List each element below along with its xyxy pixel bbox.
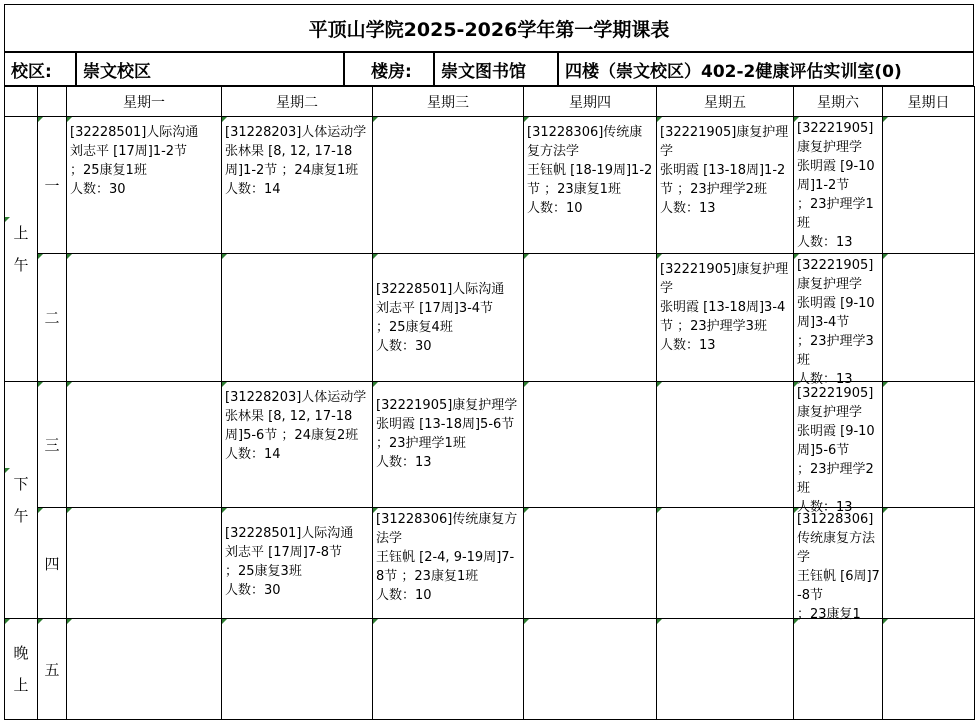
course-text — [657, 508, 793, 514]
course-cell-p3-mon[interactable] — [67, 382, 222, 508]
course-text — [883, 619, 974, 625]
course-cell-p1-sun[interactable] — [883, 117, 975, 254]
course-text — [67, 382, 221, 388]
course-cell-p5-fri[interactable] — [657, 619, 794, 720]
course-text: [32221905] 康复护理学 张明霞 [9-10周]1-2节 ；23护理学1班 人数：13 — [797, 121, 875, 250]
course-cell-p1-fri[interactable] — [657, 117, 794, 254]
course-cell-p5-wed[interactable] — [373, 619, 524, 720]
course-text — [657, 382, 793, 388]
course-text — [657, 619, 793, 625]
course-text — [222, 619, 372, 625]
period-row-3 — [5, 382, 975, 508]
period-row-2 — [5, 254, 975, 382]
course-cell-p5-sat[interactable] — [794, 619, 883, 720]
course-text — [524, 382, 656, 388]
course-cell-p4-mon[interactable] — [67, 508, 222, 619]
course-cell-p2-thu[interactable] — [524, 254, 657, 382]
course-text: [32221905]康复护理学 张明霞 [13-18周]1-2节 ；23护理学2班 人数：13 — [660, 125, 789, 216]
page-title: 平顶山学院2025-2026学年第一学期课表 — [4, 4, 974, 52]
course-cell-p1-wed[interactable] — [373, 117, 524, 254]
campus-label: 校区: — [4, 52, 76, 86]
course-cell-p1-tue[interactable] — [222, 117, 373, 254]
course-text — [883, 382, 974, 388]
course-text: [32228501]人际沟通 刘志平 [17周]3-4节 ；25康复4班 人数：30 — [376, 282, 505, 354]
period-label-4: 四 — [38, 508, 67, 619]
day-header-fri: 星期五 — [657, 87, 794, 117]
schedule-table — [4, 86, 975, 720]
course-text: [32228501]人际沟通 刘志平 [17周]7-8节 ；25康复3班 人数：30 — [225, 526, 354, 598]
course-cell-p3-sun[interactable] — [883, 382, 975, 508]
course-cell-p3-tue[interactable] — [222, 382, 373, 508]
course-cell-p4-wed[interactable] — [373, 508, 524, 619]
period-label-2: 二 — [38, 254, 67, 382]
day-header-row — [5, 87, 975, 117]
course-text: [31228203]人体运动学 张林果 [8, 12, 17-18周]5-6节 ；24康复2班 人数：14 — [225, 390, 367, 462]
course-cell-p4-sat[interactable] — [794, 508, 883, 622]
period-label-5: 五 — [38, 619, 67, 720]
course-text: [32221905]康复护理学 张明霞 [13-18周]3-4节 ；23护理学3班 人数：13 — [660, 262, 789, 353]
day-header-tue: 星期二 — [222, 87, 373, 117]
course-cell-p3-sat[interactable] — [794, 382, 883, 515]
session-evening: 晚 上 — [5, 619, 38, 720]
course-text — [67, 508, 221, 514]
course-cell-p1-mon[interactable] — [67, 117, 222, 254]
building-value: 崇文图书馆 — [434, 52, 558, 86]
day-header-thu: 星期四 — [524, 87, 657, 117]
course-cell-p2-wed[interactable] — [373, 254, 524, 382]
course-text: [31228306] 传统康复方法学 王钰帆 [6周]7-8节 ；23康复1 — [797, 512, 880, 622]
course-text — [524, 254, 656, 260]
day-header-mon: 星期一 — [67, 87, 222, 117]
course-cell-p3-fri[interactable] — [657, 382, 794, 508]
course-cell-p1-thu[interactable] — [524, 117, 657, 254]
course-cell-p5-sun[interactable] — [883, 619, 975, 720]
corner-cell — [38, 87, 67, 117]
course-text — [883, 508, 974, 514]
course-text — [524, 619, 656, 625]
course-cell-p3-wed[interactable] — [373, 382, 524, 508]
corner-cell — [5, 87, 38, 117]
course-text: [31228306]传统康复方法学 王钰帆 [18-19周]1-2节 ；23康复1班 人数：10 — [527, 125, 653, 216]
period-row-1 — [5, 117, 975, 254]
period-row-5 — [5, 619, 975, 720]
course-text: [32221905]康复护理学 张明霞 [13-18周]5-6节 ；23护理学1班 人数：13 — [376, 398, 518, 470]
session-morning: 上 午 — [5, 117, 38, 382]
session-afternoon: 下 午 — [5, 382, 38, 619]
course-text — [524, 508, 656, 514]
day-header-wed: 星期三 — [373, 87, 524, 117]
day-header-sun: 星期日 — [883, 87, 975, 117]
course-cell-p4-thu[interactable] — [524, 508, 657, 619]
course-text: [31228203]人体运动学 张林果 [8, 12, 17-18周]1-2节 ；24康复1班 人数：14 — [225, 125, 367, 197]
room-name: 四楼（崇文校区）402-2健康评估实训室(0) — [558, 52, 974, 86]
course-text — [373, 619, 523, 625]
course-cell-p2-fri[interactable] — [657, 254, 794, 382]
course-text — [67, 619, 221, 625]
course-cell-p5-thu[interactable] — [524, 619, 657, 720]
course-cell-p2-sun[interactable] — [883, 254, 975, 382]
course-cell-p2-sat[interactable] — [794, 254, 883, 387]
course-text: [32228501]人际沟通 刘志平 [17周]1-2节 ；25康复1班 人数：30 — [70, 125, 199, 197]
course-text: [32221905] 康复护理学 张明霞 [9-10周]5-6节 ；23护理学2班 人数：13 — [797, 386, 875, 515]
course-cell-p2-mon[interactable] — [67, 254, 222, 382]
course-text: [31228306]传统康复方法学 王钰帆 [2-4, 9-19周]7-8节 ；23康复1班 人数：10 — [376, 512, 518, 603]
course-cell-p5-mon[interactable] — [67, 619, 222, 720]
course-text — [883, 254, 974, 260]
period-label-3: 三 — [38, 382, 67, 508]
course-text — [222, 254, 372, 260]
course-cell-p4-fri[interactable] — [657, 508, 794, 619]
day-header-sat: 星期六 — [794, 87, 883, 117]
course-text — [794, 619, 882, 625]
period-row-4 — [5, 508, 975, 619]
campus-value: 崇文校区 — [76, 52, 344, 86]
course-cell-p5-tue[interactable] — [222, 619, 373, 720]
period-label-1: 一 — [38, 117, 67, 254]
course-text — [373, 117, 523, 123]
course-cell-p4-tue[interactable] — [222, 508, 373, 619]
building-label: 楼房: — [344, 52, 434, 86]
course-cell-p1-sat[interactable] — [794, 117, 883, 254]
course-text — [67, 254, 221, 260]
course-cell-p2-tue[interactable] — [222, 254, 373, 382]
course-text — [883, 117, 974, 123]
course-cell-p3-thu[interactable] — [524, 382, 657, 508]
course-text: [32221905] 康复护理学 张明霞 [9-10周]3-4节 ；23护理学3班 人数：13 — [797, 258, 875, 387]
course-cell-p4-sun[interactable] — [883, 508, 975, 619]
